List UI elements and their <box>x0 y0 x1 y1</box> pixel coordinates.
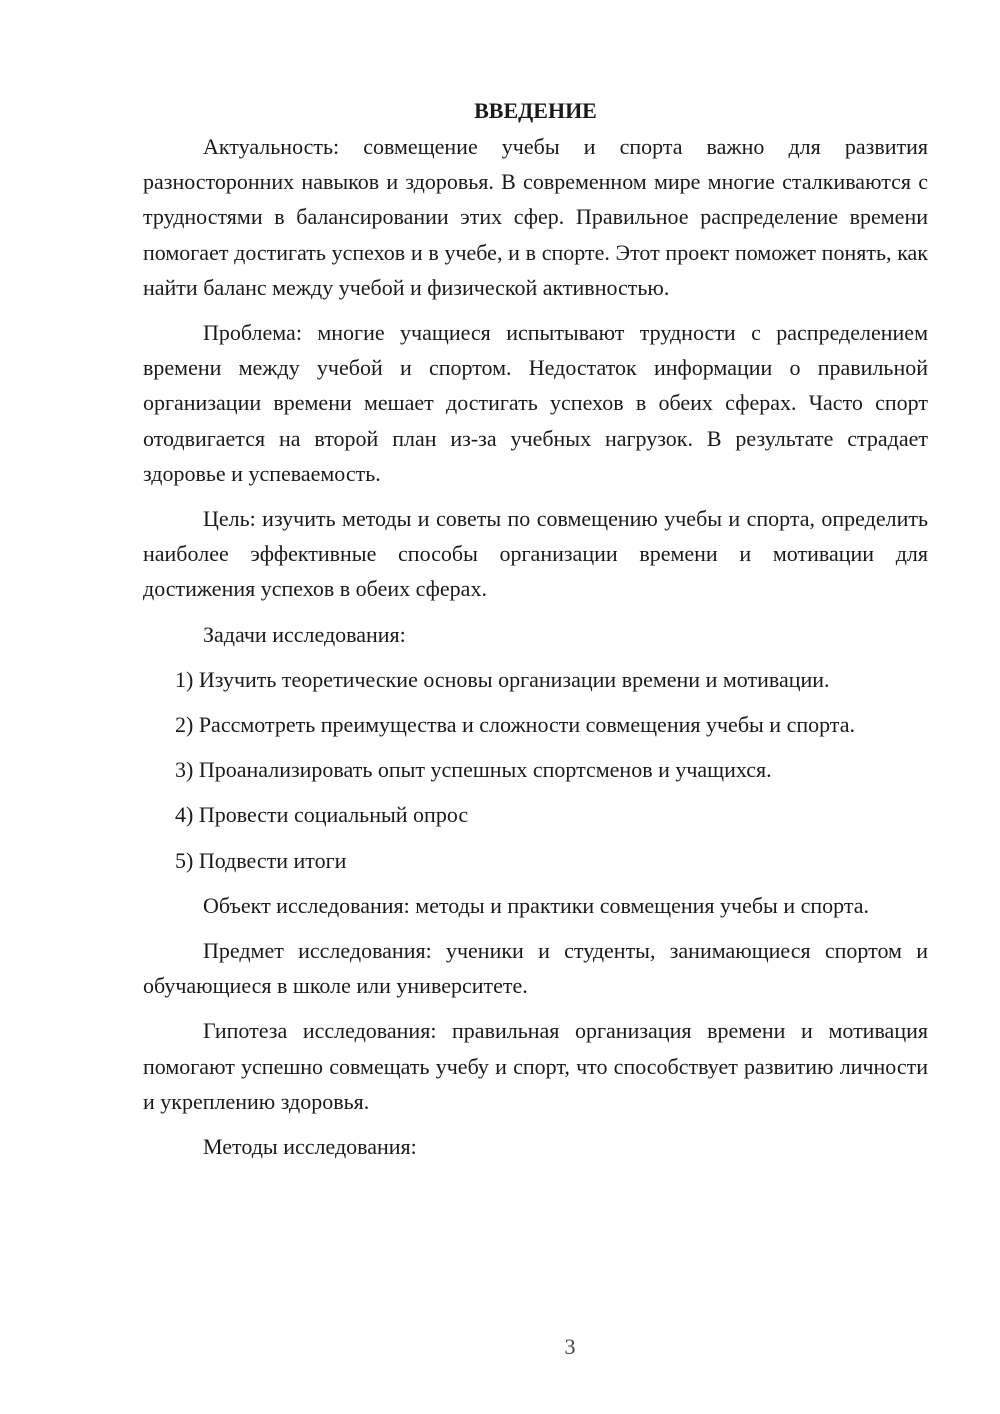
page-content <box>143 96 928 1174</box>
task-item-4: 4) Провести социальный опрос <box>175 802 469 828</box>
task-item-5: 5) Подвести итоги <box>175 847 347 873</box>
section-heading: ВВЕДЕНИЕ <box>474 98 597 123</box>
hypothesis-paragraph: Гипотеза исследования: правильная организация времени и мотивация помогают успешно совмещать учебу и спорт, что способствует развитию личности и укреплению здоровья. <box>143 1018 928 1114</box>
tasks-title: Задачи исследования: <box>203 621 406 647</box>
page-number: 3 <box>564 1334 576 1359</box>
relevance-paragraph: Актуальность: совмещение учебы и спорта важно для развития разносторонних навыков и здоровья. В современном мире многие сталкиваются с трудностями в балансировании этих сфер. Правильное распределение времени помогает достигать успехов и в учебе, и в спорте. Этот проект поможет понять, как найти баланс между учебой и физической активностью. <box>143 134 928 300</box>
subject-paragraph: Предмет исследования: ученики и студенты, занимающиеся спортом и обучающиеся в школе или университете. <box>143 938 928 999</box>
task-item-1: 1) Изучить теоретические основы организации времени и мотивации. <box>175 666 830 692</box>
task-item-3: 3) Проанализировать опыт успешных спортсменов и учащихся. <box>175 757 772 783</box>
object-paragraph: Объект исследования: методы и практики совмещения учебы и спорта. <box>203 892 869 918</box>
methods-title: Методы исследования: <box>203 1134 417 1160</box>
task-item-2: 2) Рассмотреть преимущества и сложности совмещения учебы и спорта. <box>175 712 855 738</box>
problem-paragraph: Проблема: многие учащиеся испытывают трудности с распределением времени между учебой и спортом. Недостаток информации о правильной организации времени мешает достигать успехов в обеих сферах. Часто спорт отодвигается на второй план из-за учебных нагрузок. В результате страдает здоровье и успеваемость. <box>143 320 928 486</box>
goal-paragraph: Цель: изучить методы и советы по совмещению учебы и спорта, определить наиболее эффективные способы организации времени и мотивации для достижения успехов в обеих сферах. <box>143 506 928 602</box>
